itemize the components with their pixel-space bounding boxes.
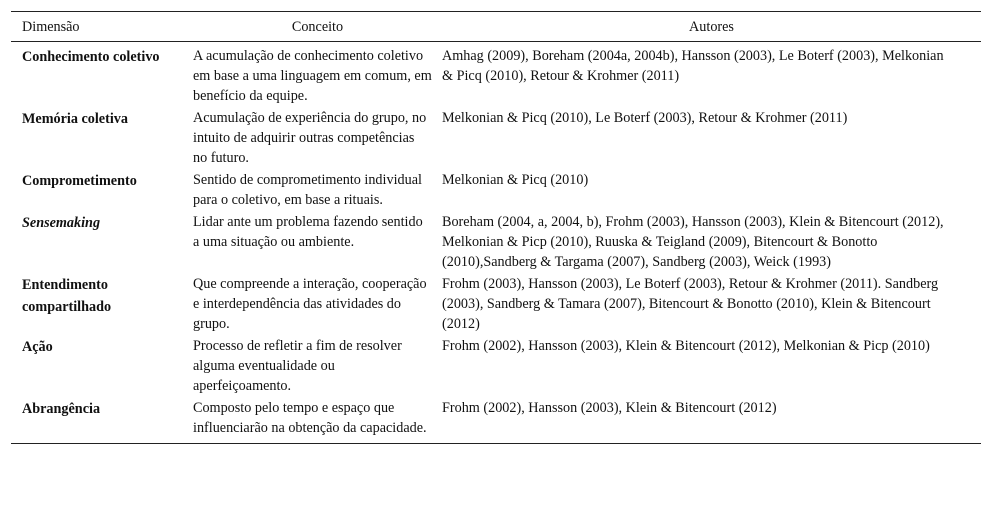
table-row (11, 274, 981, 336)
row-authors: Frohm (2002), Hansson (2003), Klein & Bitencourt (2012) (442, 398, 981, 444)
row-concept: Composto pelo tempo e espaço que influenciarão na obtenção da capacidade. (193, 398, 442, 444)
row-concept: Processo de refletir a fim de resolver alguma eventualidade ou aperfeiçoamento. (193, 338, 402, 394)
table-row (11, 42, 981, 109)
row-concept: A acumulação de conhecimento coletivo em base a uma linguagem em comum, em benefício da equipe. (193, 48, 432, 104)
header-row (11, 12, 981, 42)
row-authors: Amhag (2009), Boreham (2004a, 2004b), Hansson (2003), Le Boterf (2003), Melkonian & Picq (2010), Retour & Krohmer (2011) (442, 48, 944, 84)
row-dimension: Entendimento compartilhado (22, 277, 112, 315)
table-body (11, 42, 981, 444)
row-dimension: Conhecimento coletivo (22, 49, 160, 65)
row-authors: Frohm (2003), Hansson (2003), Le Boterf (2003), Retour & Krohmer (2011). Sandberg (2003), Sandberg & Tamara (2007), Bitencourt & Bonotto (2010), Klein & Bitencourt (2012) (442, 276, 939, 332)
row-concept: Sentido de comprometimento individual para o coletivo, em base a rituais. (193, 172, 422, 208)
header-dimension: Dimensão (11, 12, 193, 42)
row-dimension: Abrangência (11, 398, 193, 444)
table-row (11, 212, 981, 274)
row-concept: Acumulação de experiência do grupo, no intuito de adquirir outras competências no futuro. (193, 110, 427, 166)
dimensions-table-container (11, 11, 981, 444)
table-header (11, 12, 981, 42)
row-dimension: Ação (22, 339, 53, 355)
row-dimension: Memória coletiva (22, 111, 128, 127)
header-concept: Conceito (193, 12, 442, 42)
table-row (11, 398, 981, 444)
table-row (11, 108, 981, 170)
table-row (11, 336, 981, 398)
table-row (11, 170, 981, 212)
row-concept: Lidar ante um problema fazendo sentido a uma situação ou ambiente. (193, 214, 423, 250)
row-authors: Frohm (2002), Hansson (2003), Klein & Bitencourt (2012), Melkonian & Picp (2010) (442, 338, 930, 354)
row-authors: Boreham (2004, a, 2004, b), Frohm (2003), Hansson (2003), Klein & Bitencourt (2012), Melkonian & Picp (2010), Ruuska & Teigland (2009), Bitencourt & Bonotto (2010),Sandberg & Targama (2007), Sandberg (2003), Weick (1993) (442, 214, 944, 270)
row-dimension: Sensemaking (22, 215, 101, 231)
header-authors: Autores (442, 12, 981, 42)
row-authors: Melkonian & Picq (2010) (442, 172, 589, 188)
dimensions-table (11, 11, 981, 444)
row-dimension: Comprometimento (22, 173, 137, 189)
row-authors: Melkonian & Picq (2010), Le Boterf (2003), Retour & Krohmer (2011) (442, 110, 848, 126)
row-concept: Que compreende a interação, cooperação e interdependência das atividades do grupo. (193, 276, 427, 332)
